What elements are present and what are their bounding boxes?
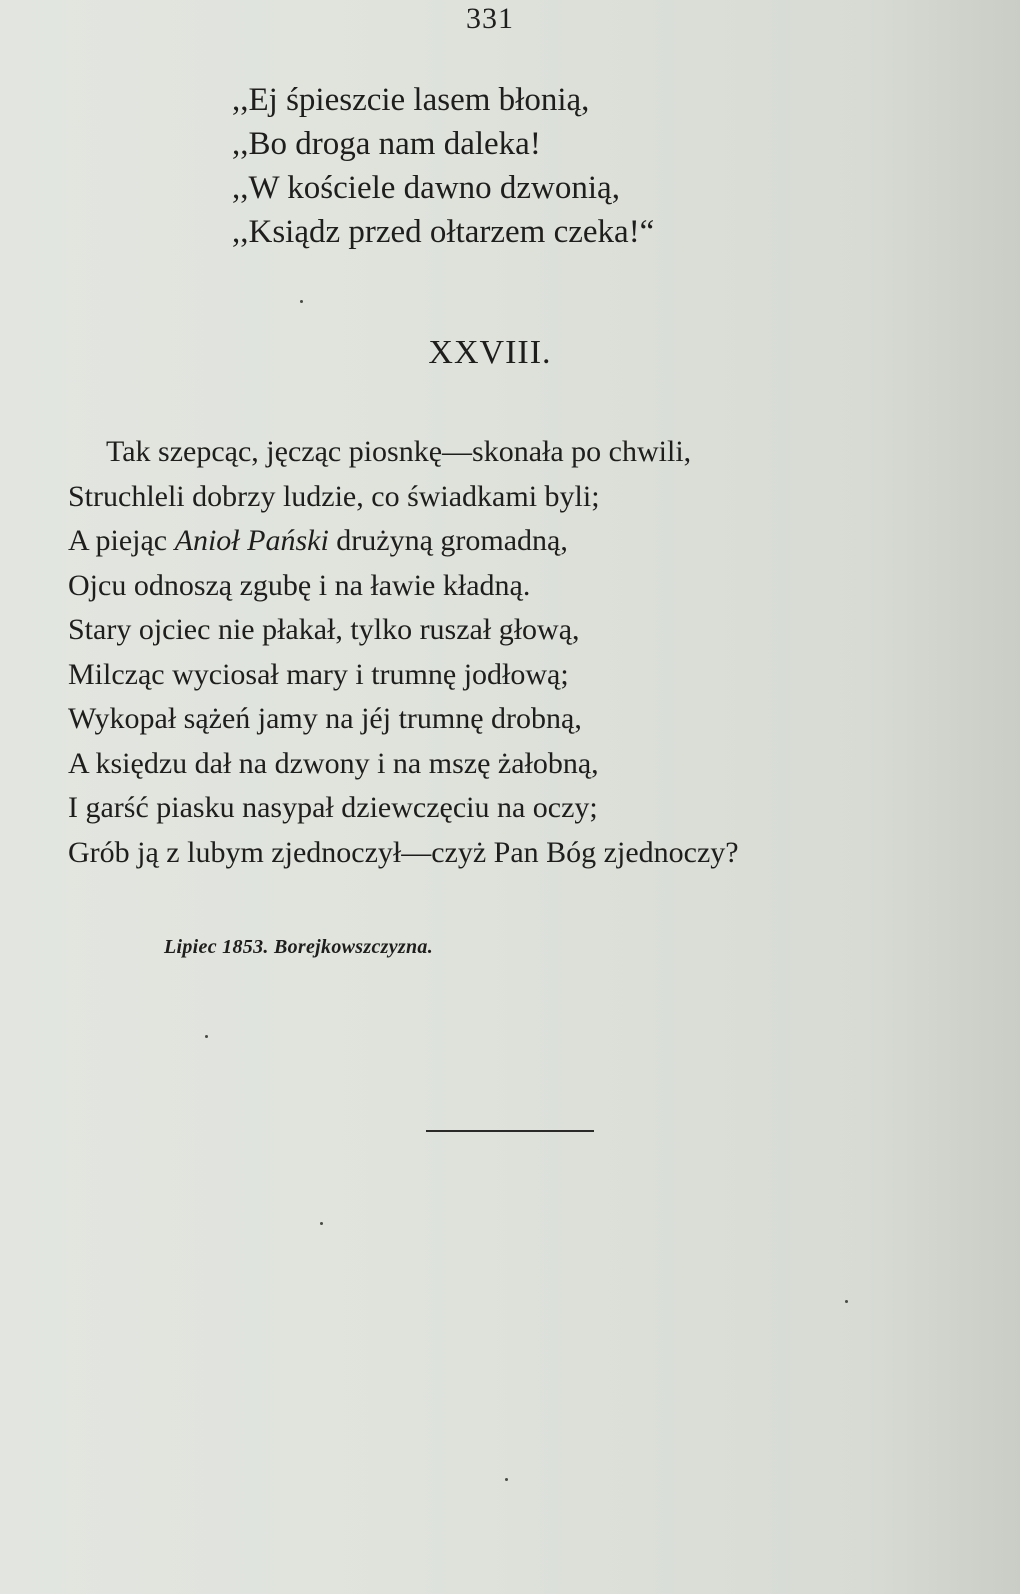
paper-speck xyxy=(505,1478,508,1481)
end-rule xyxy=(426,1130,594,1132)
paper-speck xyxy=(845,1300,848,1303)
verse-text: drużyną gromadną, xyxy=(328,524,568,557)
quote-line: ,,Bo droga nam daleka! xyxy=(232,126,541,162)
verse-line: Grób ją z lubym zjednoczył—czyż Pan Bóg zjednoczy? xyxy=(68,835,739,869)
verse-line: Struchleli dobrzy ludzie, co świadkami byli; xyxy=(68,479,600,513)
verse-text: A piejąc xyxy=(68,524,175,557)
quoted-stanza xyxy=(232,78,654,254)
date-place-signature: Lipiec 1853. Borejkowszczyzna. xyxy=(164,936,433,958)
quote-line: ,,Ksiądz przed ołtarzem czeka!“ xyxy=(232,214,655,250)
verse-line: Milcząc wyciosał mary i trumnę jodłową; xyxy=(68,657,569,691)
paper-speck xyxy=(320,1222,323,1225)
verse-line: Stary ojciec nie płakał, tylko ruszał głową, xyxy=(68,613,580,646)
verse-line: A księdzu dał na dzwony i na mszę żałobną, xyxy=(68,746,599,780)
page-number: 331 xyxy=(466,2,514,35)
paper-speck xyxy=(300,300,303,303)
italic-phrase: Anioł Pański xyxy=(174,524,329,557)
verse-line: Ojcu odnoszą zgubę i na ławie kładną. xyxy=(68,568,531,602)
quote-line: ,,Ej śpieszcie lasem błonią, xyxy=(232,82,590,118)
verse-line: Tak szepcąc, jęcząc piosnkę—skonała po chwili, xyxy=(106,435,692,468)
section-heading: XXVIII. xyxy=(428,334,552,371)
quote-line: ,,W kościele dawno dzwonią, xyxy=(232,170,620,206)
verse-line: Wykopał sążeń jamy na jéj trumnę drobną, xyxy=(68,702,582,735)
main-stanza xyxy=(68,430,739,875)
paper-speck xyxy=(205,1035,208,1038)
verse-line xyxy=(68,519,739,564)
verse-line: I garść piasku nasypał dziewczęciu na oczy; xyxy=(68,791,598,824)
